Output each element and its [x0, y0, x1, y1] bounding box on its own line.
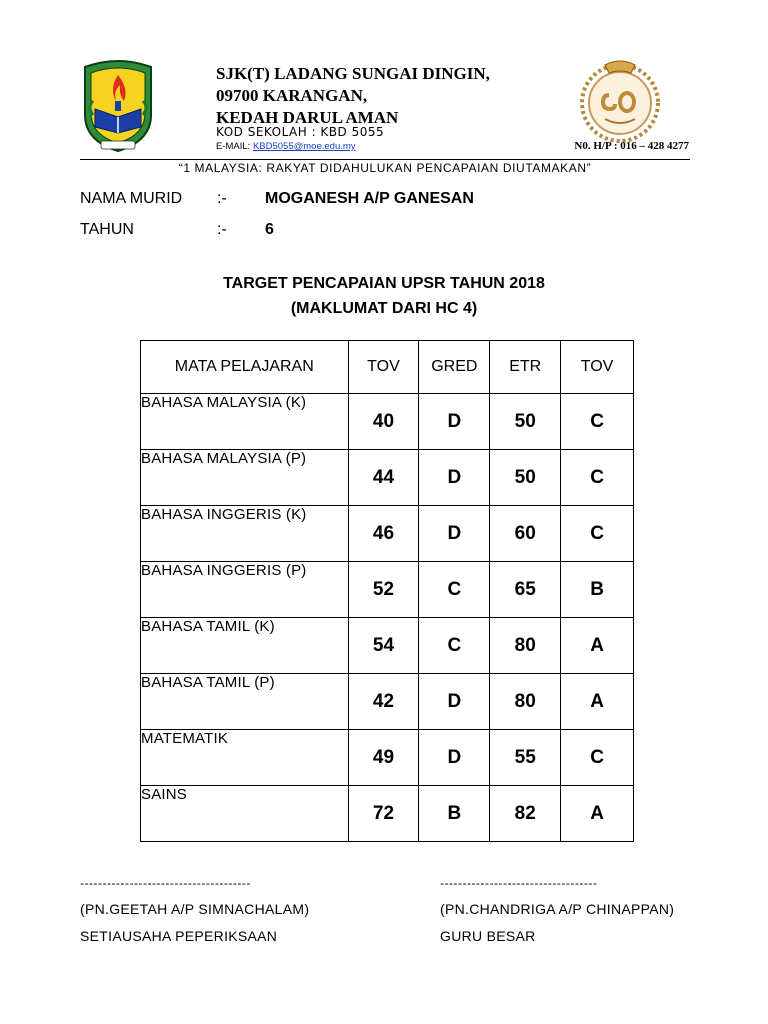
header-etr: ETR — [490, 341, 561, 394]
tov-cell: 42 — [348, 674, 419, 730]
right-signatory-title: GURU BESAR — [440, 928, 536, 944]
etr-cell: 80 — [490, 674, 561, 730]
tov-target-cell: C — [561, 450, 634, 506]
gred-cell: D — [419, 394, 490, 450]
tov-target-cell: A — [561, 674, 634, 730]
right-signature-line: ----------------------------------- — [440, 876, 598, 890]
header-gred: GRED — [419, 341, 490, 394]
header-subject: MATA PELAJARAN — [141, 341, 349, 394]
subject-cell: BAHASA MALAYSIA (P) — [141, 450, 349, 506]
school-name-line-3: KEDAH DARUL AMAN — [216, 108, 399, 127]
tov-target-cell: A — [561, 618, 634, 674]
email-link[interactable]: KBD5055@moe.edu.my — [252, 141, 356, 152]
school-name — [216, 63, 490, 129]
tov-target-cell: C — [561, 506, 634, 562]
header-tov: TOV — [348, 341, 419, 394]
gred-cell: D — [419, 450, 490, 506]
table-row — [141, 450, 634, 506]
header-divider — [80, 159, 690, 160]
header-tov-target: TOV — [561, 341, 634, 394]
student-name-separator: :- — [217, 190, 227, 207]
tov-cell: 40 — [348, 394, 419, 450]
student-name-value: MOGANESH A/P GANESAN — [265, 190, 474, 207]
table-row — [141, 394, 634, 450]
table-row — [141, 506, 634, 562]
gred-cell: D — [419, 674, 490, 730]
tov-cell: 46 — [348, 506, 419, 562]
left-signature-line: -------------------------------------- — [80, 876, 251, 890]
grades-table — [140, 340, 634, 842]
table-row — [141, 618, 634, 674]
etr-cell: 50 — [490, 394, 561, 450]
etr-cell: 80 — [490, 618, 561, 674]
tov-target-cell: A — [561, 786, 634, 842]
etr-cell: 50 — [490, 450, 561, 506]
document-subtitle: (MAKLUMAT DARI HC 4) — [290, 300, 478, 317]
table-row — [141, 730, 634, 786]
tov-cell: 72 — [348, 786, 419, 842]
left-signatory-name: (PN.GEETAH A/P SIMNACHALAM) — [80, 901, 310, 917]
tov-cell: 52 — [348, 562, 419, 618]
left-signatory-title: SETIAUSAHA PEPERIKSAAN — [80, 928, 278, 944]
subject-cell: BAHASA INGGERIS (K) — [141, 506, 349, 562]
year-separator: :- — [217, 221, 227, 238]
motto: “1 MALAYSIA: RAKYAT DIDAHULUKAN PENCAPAIAN DIUTAMAKAN” — [178, 161, 592, 175]
school-crest-icon — [79, 57, 157, 153]
etr-cell: 65 — [490, 562, 561, 618]
tov-target-cell: C — [561, 730, 634, 786]
school-name-line-1: SJK(T) LADANG SUNGAI DINGIN, — [216, 64, 490, 83]
subject-cell: BAHASA INGGERIS (P) — [141, 562, 349, 618]
right-signatory-name: (PN.CHANDRIGA A/P CHINAPPAN) — [440, 901, 675, 917]
etr-cell: 60 — [490, 506, 561, 562]
year-label: TAHUN — [80, 221, 134, 238]
year-value: 6 — [265, 221, 274, 238]
subject-cell: BAHASA TAMIL (K) — [141, 618, 349, 674]
tov-cell: 54 — [348, 618, 419, 674]
subject-cell: BAHASA MALAYSIA (K) — [141, 394, 349, 450]
table-row — [141, 786, 634, 842]
anniversary-emblem-icon — [575, 55, 665, 145]
subject-cell: SAINS — [141, 786, 349, 842]
etr-cell: 82 — [490, 786, 561, 842]
etr-cell: 55 — [490, 730, 561, 786]
tov-cell: 44 — [348, 450, 419, 506]
subject-cell: BAHASA TAMIL (P) — [141, 674, 349, 730]
student-name-label: NAMA MURID — [80, 190, 183, 207]
school-name-line-2: 09700 KARANGAN, — [216, 86, 368, 105]
subject-cell: MATEMATIK — [141, 730, 349, 786]
school-code: KOD SEKOLAH : KBD 5055 — [216, 125, 385, 139]
tov-target-cell: C — [561, 394, 634, 450]
gred-cell: B — [419, 786, 490, 842]
table-header-row — [141, 341, 634, 394]
table-row — [141, 562, 634, 618]
tov-target-cell: B — [561, 562, 634, 618]
phone-number: N0. H/P : 016 – 428 4277 — [574, 140, 689, 152]
email-row — [216, 141, 356, 152]
gred-cell: D — [419, 730, 490, 786]
gred-cell: D — [419, 506, 490, 562]
table-row — [141, 674, 634, 730]
gred-cell: C — [419, 618, 490, 674]
gred-cell: C — [419, 562, 490, 618]
document-title: TARGET PENCAPAIAN UPSR TAHUN 2018 — [223, 275, 545, 292]
email-label: E-MAIL: — [216, 141, 251, 152]
tov-cell: 49 — [348, 730, 419, 786]
